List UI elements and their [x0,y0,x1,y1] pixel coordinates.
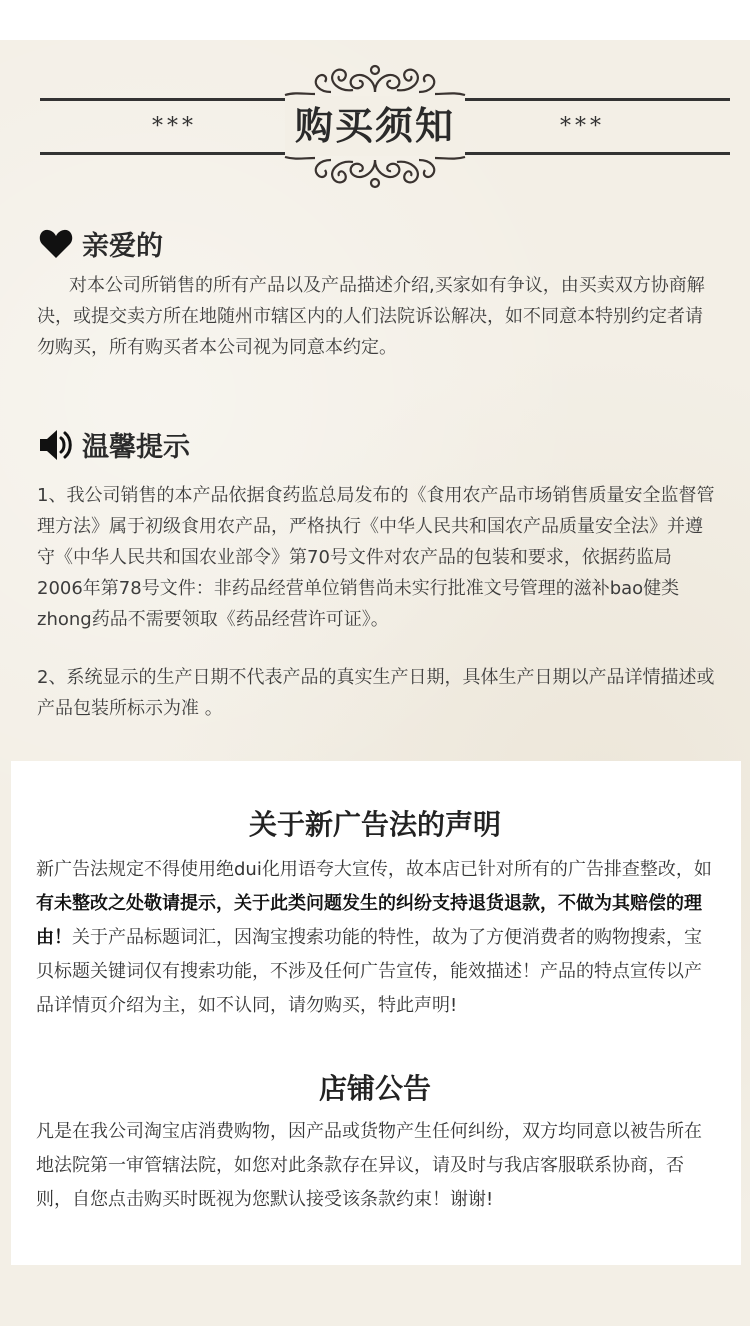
ad-law-title: 关于新广告法的声明 [248,808,501,841]
tips-section-heading [38,425,190,464]
tips-item-2: 2、系统显示的生产日期不代表产品的真实生产日期，具体生产日期以产品详情描述或产品包装所标示为准 。 [37,667,715,719]
tips-title: 温馨提示 [82,432,190,463]
ad-law-text-part2: 关于产品标题词汇，因淘宝搜索功能的特性，故为了方便消费者的购物搜索，宝贝标题关键词仅有搜索功能，不涉及任何广告宣传，能效描述！产品的特点宣传以产品详情页介绍为主，如不认同，请勿购买，特此声明! [36,927,702,1016]
header-stars-left: *** [152,114,197,139]
scroll-ornament-bottom [275,156,475,190]
tips-item-1: 1、我公司销售的本产品依据食药监总局发布的《食用农产品市场销售质量安全监督管理方法》属于初级食用农产品，严格执行《中华人民共和国农产品质量安全法》并遵守《中华人民共和国农业部令》第70号文件对农产品的包装和要求，依据药监局2006年第78号文件：非药品经营单位销售尚未实行批准文号管理的滋补bao健类zhong药品不需要领取《药品经营许可证》。 [37,485,715,630]
speaker-icon [38,427,74,463]
store-notice-paragraph: 凡是在我公司淘宝店消费购物，因产品或货物产生任何纠纷，双方均同意以被告所在地法院第一审管辖法院，如您对此条款存在异议，请及时与我店客服联系协商，否则，自您点击购买时既视为您默认接受该条款约束！谢谢! [36,1121,702,1210]
top-band [0,0,750,40]
dear-paragraph: 对本公司所销售的所有产品以及产品描述介绍,买家如有争议，由买卖双方协商解决，或提交卖方所在地随州市辖区内的人们法院诉讼解决，如不同意本特别约定者请勿购买，所有购买者本公司视为同意本约定。 [37,275,705,358]
scroll-ornament-top [275,62,475,96]
ad-law-paragraph [36,853,716,1023]
ad-law-text-part1: 新广告法规定不得使用绝dui化用语夸大宣传，故本店已针对所有的广告排查整改，如 [36,859,712,880]
heart-icon [38,226,74,262]
store-notice-title: 店铺公告 [318,1072,431,1105]
ad-law-text-bold: 有未整改之处敬请提示，关于此类问题发生的纠纷支持退货退款，不做为其赔偿的理由！ [36,893,702,948]
dear-section-heading [38,224,163,263]
page-title: 购买须知 [285,96,465,156]
header-stars-right: *** [560,114,605,139]
purchase-notice-header [0,60,750,200]
dear-title: 亲爱的 [82,231,163,262]
